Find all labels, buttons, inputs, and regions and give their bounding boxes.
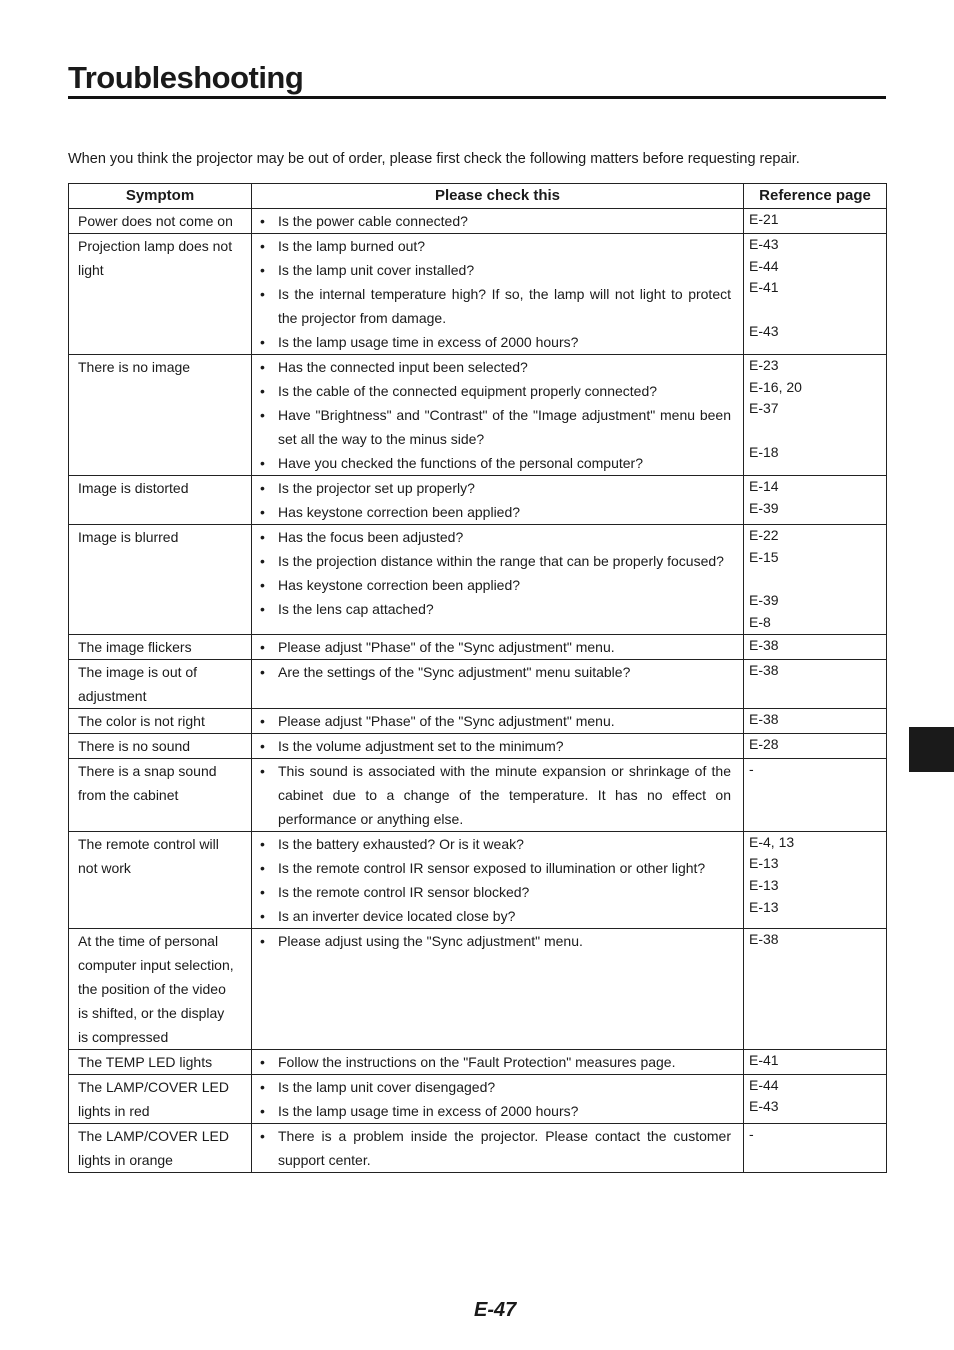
reference-page: E-39	[749, 592, 779, 609]
check-list	[252, 660, 743, 684]
check-cell	[252, 659, 744, 708]
reference-page: E-44	[749, 257, 779, 274]
symptom-line: the position of the video	[78, 980, 226, 997]
check-item: • Are the settings of the "Sync adjustment" menu suitable?	[252, 660, 743, 684]
reference-page: E-43	[749, 1098, 779, 1115]
reference-page: E-8	[749, 613, 771, 630]
check-cell	[252, 733, 744, 758]
table-row	[69, 355, 887, 476]
reference-page: E-18	[749, 443, 779, 460]
reference-page: E-21	[749, 211, 779, 227]
check-item: • Is the lamp unit cover disengaged?	[252, 1075, 743, 1099]
symptom-line: not work	[78, 859, 131, 876]
reference-page: E-28	[749, 735, 779, 752]
check-list	[252, 1124, 743, 1172]
reference-page	[749, 420, 882, 442]
check-cell	[252, 758, 744, 831]
symptom-cell	[69, 525, 252, 635]
table-row	[69, 476, 887, 525]
table-row	[69, 525, 887, 635]
check-item: • Is the remote control IR sensor blocked?	[252, 880, 743, 904]
check-cell	[252, 928, 744, 1049]
check-cell	[252, 831, 744, 928]
symptom-line: The TEMP LED lights	[78, 1053, 213, 1070]
page-number: E-47	[474, 1299, 517, 1321]
symptom-line: is shifted, or the display	[78, 1004, 225, 1021]
reference-page: E-15	[749, 548, 779, 565]
symptom-cell	[69, 659, 252, 708]
symptom-line: There is no sound	[78, 737, 191, 754]
check-item: • Please adjust "Phase" of the "Sync adjustment" menu.	[252, 709, 743, 733]
reference-cell	[744, 355, 887, 476]
table-header-row	[69, 184, 887, 209]
check-item: • Follow the instructions on the "Fault Protection" measures page.	[252, 1050, 743, 1074]
table-row	[69, 928, 887, 1049]
reference-cell	[744, 234, 887, 355]
check-list	[252, 832, 743, 928]
symptom-cell	[69, 928, 252, 1049]
reference-page: E-41	[749, 1051, 779, 1068]
check-item: • Is the projector set up properly?	[252, 476, 743, 500]
reference-page: E-4, 13	[749, 833, 795, 850]
reference-page: -	[749, 1125, 754, 1142]
symptom-cell	[69, 634, 252, 659]
symptom-line: The remote control will	[78, 835, 219, 852]
reference-page: E-14	[749, 478, 779, 494]
check-item: • Is the battery exhausted? Or is it weak?	[252, 832, 743, 856]
reference-page: E-16, 20	[749, 378, 802, 395]
symptom-line: lights in red	[78, 1102, 150, 1119]
symptom-cell	[69, 708, 252, 733]
check-item: • Is the remote control IR sensor exposed to illumination or other light?	[252, 856, 743, 880]
check-list	[252, 1050, 743, 1074]
reference-cell	[744, 708, 887, 733]
symptom-line: The color is not right	[78, 712, 205, 729]
reference-cell	[744, 758, 887, 831]
symptom-line: lights in orange	[78, 1151, 173, 1168]
check-item: • Has keystone correction been applied?	[252, 573, 743, 597]
symptom-cell	[69, 355, 252, 476]
reference-page: E-39	[749, 499, 779, 516]
check-cell	[252, 634, 744, 659]
reference-page: E-44	[749, 1076, 779, 1093]
reference-page: E-38	[749, 930, 779, 947]
table-row	[69, 758, 887, 831]
check-cell	[252, 1074, 744, 1123]
check-item: • Has the focus been adjusted?	[252, 525, 743, 549]
check-item: • Is an inverter device located close by?	[252, 904, 743, 928]
reference-cell	[744, 659, 887, 708]
table-row	[69, 1049, 887, 1074]
symptom-line: is compressed	[78, 1028, 169, 1045]
symptom-cell	[69, 733, 252, 758]
check-item: • Is the lamp usage time in excess of 2000 hours?	[252, 330, 743, 354]
check-cell	[252, 476, 744, 525]
symptom-line: At the time of personal	[78, 932, 219, 949]
reference-page: E-13	[749, 855, 779, 872]
symptom-cell	[69, 1074, 252, 1123]
reference-cell	[744, 831, 887, 928]
reference-cell	[744, 634, 887, 659]
check-cell	[252, 708, 744, 733]
reference-page: E-22	[749, 527, 779, 543]
reference-page: E-13	[749, 898, 779, 915]
symptom-line: light	[78, 262, 104, 278]
check-item: • Is the projection distance within the range that can be properly focused?	[252, 549, 743, 573]
intro-paragraph: When you think the projector may be out of order, please first check the following matters before requesting repair.	[68, 150, 800, 167]
check-list	[252, 929, 743, 953]
symptom-line: The LAMP/COVER LED	[78, 1078, 229, 1095]
check-item: • Is the power cable connected?	[252, 209, 743, 233]
table-row	[69, 1123, 887, 1172]
header-reference: Reference page	[744, 184, 887, 209]
check-item: • Please adjust "Phase" of the "Sync adjustment" menu.	[252, 635, 743, 659]
check-list	[252, 525, 743, 621]
reference-page: E-13	[749, 876, 779, 893]
reference-page: E-38	[749, 636, 779, 653]
table-row	[69, 234, 887, 355]
check-item: • Is the lamp burned out?	[252, 234, 743, 258]
header-symptom: Symptom	[69, 184, 252, 209]
reference-cell	[744, 1074, 887, 1123]
symptom-line: There is a snap sound	[78, 762, 217, 779]
table-row	[69, 209, 887, 234]
check-item: • Is the internal temperature high? If so, the lamp will not light to protect the projector from damage.	[252, 282, 743, 330]
check-list	[252, 209, 743, 233]
symptom-line: Power does not come on	[78, 213, 233, 229]
section-tab-marker	[909, 727, 954, 772]
table-row	[69, 659, 887, 708]
reference-page: E-37	[749, 400, 779, 417]
check-list	[252, 635, 743, 659]
reference-page: E-43	[749, 322, 779, 339]
table-row	[69, 1074, 887, 1123]
symptom-line: Image is blurred	[78, 529, 179, 545]
check-item: • Have you checked the functions of the personal computer?	[252, 451, 743, 475]
table-row	[69, 634, 887, 659]
check-item: • Has keystone correction been applied?	[252, 500, 743, 524]
symptom-line: The image is out of	[78, 663, 198, 680]
check-cell	[252, 234, 744, 355]
check-cell	[252, 355, 744, 476]
symptom-cell	[69, 234, 252, 355]
symptom-cell	[69, 476, 252, 525]
check-item: • There is a problem inside the projector. Please contact the customer support center.	[252, 1124, 743, 1172]
check-item: • Is the volume adjustment set to the minimum?	[252, 734, 743, 758]
reference-page: E-43	[749, 236, 779, 252]
symptom-cell	[69, 1123, 252, 1172]
reference-cell	[744, 733, 887, 758]
symptom-line: adjustment	[78, 687, 147, 704]
check-list	[252, 476, 743, 524]
reference-page: -	[749, 760, 754, 777]
reference-cell	[744, 209, 887, 234]
page-title: Troubleshooting	[68, 58, 886, 99]
symptom-line: Image is distorted	[78, 480, 189, 496]
check-list	[252, 234, 743, 354]
symptom-cell	[69, 1049, 252, 1074]
check-list	[252, 1075, 743, 1123]
symptom-line: There is no image	[78, 359, 191, 375]
reference-page	[749, 299, 882, 321]
symptom-line: computer input selection,	[78, 956, 234, 973]
check-item: • Is the lens cap attached?	[252, 597, 743, 621]
reference-page: E-38	[749, 710, 779, 727]
symptom-line: The LAMP/COVER LED	[78, 1127, 229, 1144]
check-list	[252, 355, 743, 475]
table-row	[69, 831, 887, 928]
symptom-line: The image flickers	[78, 638, 192, 655]
check-item: • Have "Brightness" and "Contrast" of the "Image adjustment" menu been set all the way to the minus side?	[252, 403, 743, 451]
check-cell	[252, 209, 744, 234]
header-check: Please check this	[252, 184, 744, 209]
reference-cell	[744, 1123, 887, 1172]
check-item: • Is the cable of the connected equipment properly connected?	[252, 379, 743, 403]
check-list	[252, 709, 743, 733]
reference-cell	[744, 928, 887, 1049]
check-item: • This sound is associated with the minute expansion or shrinkage of the cabinet due to a change of the temperature. It has no effect on performance or anything else.	[252, 759, 743, 831]
reference-page: E-41	[749, 279, 779, 296]
check-item: • Please adjust using the "Sync adjustment" menu.	[252, 929, 743, 953]
symptom-cell	[69, 209, 252, 234]
check-item: • Is the lamp usage time in excess of 2000 hours?	[252, 1099, 743, 1123]
check-item: • Is the lamp unit cover installed?	[252, 258, 743, 282]
check-item: • Has the connected input been selected?	[252, 355, 743, 379]
check-cell	[252, 1123, 744, 1172]
reference-cell	[744, 525, 887, 635]
table-body	[69, 209, 887, 1173]
table-row	[69, 733, 887, 758]
check-cell	[252, 525, 744, 635]
reference-page	[749, 568, 882, 590]
troubleshooting-table	[68, 183, 887, 1173]
reference-page: E-38	[749, 661, 779, 678]
table-row	[69, 708, 887, 733]
check-list	[252, 734, 743, 758]
symptom-line: Projection lamp does not	[78, 238, 233, 254]
check-cell	[252, 1049, 744, 1074]
reference-page: E-23	[749, 357, 779, 373]
symptom-cell	[69, 758, 252, 831]
check-list	[252, 759, 743, 831]
reference-cell	[744, 476, 887, 525]
symptom-line: from the cabinet	[78, 786, 179, 803]
symptom-cell	[69, 831, 252, 928]
reference-cell	[744, 1049, 887, 1074]
